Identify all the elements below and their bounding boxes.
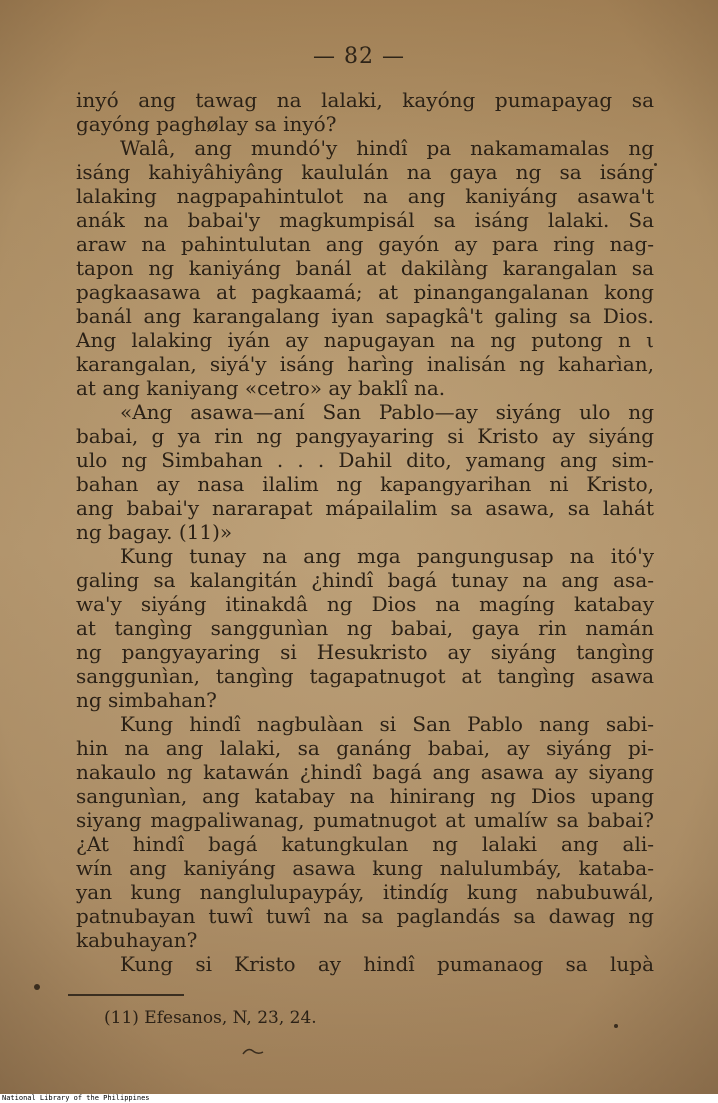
text-line: lalaking nagpapahintulot na ang kaniyáng asawa't: [76, 184, 654, 208]
text-line: Ang lalaking iyán ay napugayan na ng putong n ι: [76, 328, 654, 352]
text-line: gayóng paghølay sa inyó?: [76, 112, 337, 136]
text-line: sanggunìan, tangìng tagapatnugot at tangìng asawa: [76, 664, 654, 688]
text-line: Walâ, ang mundó'y hindî pa nakamamalas ng: [120, 136, 654, 160]
text-line: siyang magpaliwanag, pumatnugot at umalíw sa babai?: [76, 808, 654, 832]
text-line: at ang kaniyang «cetro» ay baklî na.: [76, 376, 446, 400]
text-line: galing sa kalangitán ¿hindî bagá tunay na ang asa-: [76, 568, 654, 592]
text-line: hin na ang lalaki, sa ganáng babai, ay siyáng pi-: [76, 736, 654, 760]
text-line: bahan ay nasa ilalim ng kapangyarihan ni Kristo,: [76, 472, 654, 496]
footnote: (11) Efesanos, N, 23, 24.: [104, 1008, 317, 1028]
text-line: at tangìng sanggunìan ng babai, gaya rin namán: [76, 616, 654, 640]
text-line: yan kung nanglulupaypáy, itindíg kung nabubuwál,: [76, 880, 654, 904]
text-line: karangalan, siyá'y isáng harìng inalisán ng kaharìan,: [76, 352, 654, 376]
body-text: [76, 88, 654, 976]
text-line: ng bagay. (11)»: [76, 520, 233, 544]
text-line: Kung tunay na ang mga pangungusap na itó'y: [120, 544, 654, 568]
text-line: inyó ang tawag na lalaki, kayóng pumapayag sa: [76, 88, 654, 112]
text-line: isáng kahiyâhiyâng kaululán na gaya ng sa isáng: [76, 160, 654, 184]
footnote-divider: [68, 994, 184, 996]
ink-mark: [242, 1046, 264, 1056]
text-line: ¿At hindî bagá katungkulan ng lalaki ang ali-: [76, 832, 654, 856]
text-line: ng pangyayaring si Hesukristo ay siyáng tangìng: [76, 640, 654, 664]
text-line: ng simbahan?: [76, 688, 217, 712]
library-credit: National Library of the Philippines: [2, 1094, 150, 1102]
text-line: pagkaasawa at pagkaamá; at pinangangalanan kong: [76, 280, 654, 304]
text-line: babai, g ya rin ng pangyayaring si Kristo ay siyáng: [76, 424, 654, 448]
text-line: wa'y siyáng itinakdâ ng Dios na magíng katabay: [76, 592, 654, 616]
text-line: kabuhayan?: [76, 928, 198, 952]
text-line: tapon ng kaniyáng banál at dakilàng karangalan sa: [76, 256, 654, 280]
text-line: ang babai'y nararapat mápailalim sa asawa, sa lahát: [76, 496, 654, 520]
text-line: wín ang kaniyáng asawa kung nalulumbáy, kataba-: [76, 856, 654, 880]
text-line: anák na babai'y magkumpisál sa isáng lalaki. Sa: [76, 208, 654, 232]
text-line: araw na pahintulutan ang gayón ay para ring nag-: [76, 232, 654, 256]
page-number: — 82 —: [313, 44, 405, 69]
ink-speck: [34, 984, 40, 990]
text-line: Kung si Kristo ay hindî pumanaog sa lupà: [120, 952, 654, 976]
ink-speck: [614, 1024, 618, 1028]
text-line: nakaulo ng katawán ¿hindî bagá ang asawa ay siyang: [76, 760, 654, 784]
text-line: Kung hindî nagbulàan si San Pablo nang sabi-: [120, 712, 654, 736]
text-line: banál ang karangalang iyan sapagkâ't galing sa Dios.: [76, 304, 654, 328]
ink-speck: [654, 163, 657, 166]
text-line: ulo ng Simbahan . . . Dahil dito, yamang ang sim-: [76, 448, 654, 472]
text-line: sangunìan, ang katabay na hinirang ng Dios upang: [76, 784, 654, 808]
text-line: patnubayan tuwî tuwî na sa paglandás sa dawag ng: [76, 904, 654, 928]
text-line: «Ang asawa—aní San Pablo—ay siyáng ulo ng: [120, 400, 654, 424]
